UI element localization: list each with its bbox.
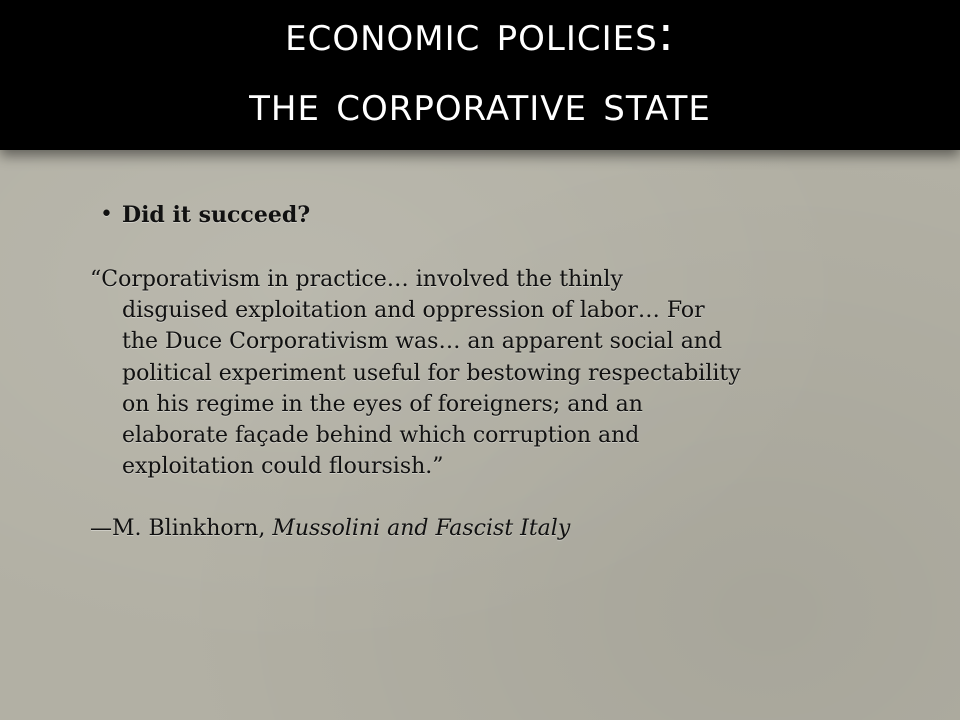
bullet-icon: • [100,202,113,227]
attribution-work-title: Mussolini and Fascist Italy [272,516,571,542]
attribution-author: —M. Blinkhorn, [90,516,273,542]
quote-text: “Corporativism in practice… involved the thinly disguised exploitation and oppression of labor… For the Duce Corporativism was… an apparent social and political experiment useful for bestowing respectability on his regime in the eyes of foreigners; and an elaborate façade behind which corruption and exploitation could floursish.” [90,267,741,480]
slide-title-line-1: economic policies: [285,6,675,62]
slide-title-line-2: the corporative state [249,76,711,132]
bullet-item [92,200,892,230]
bullet-text: Did it succeed? [122,202,311,228]
attribution [90,514,892,544]
slide-body [92,200,892,544]
title-bar [0,0,960,150]
